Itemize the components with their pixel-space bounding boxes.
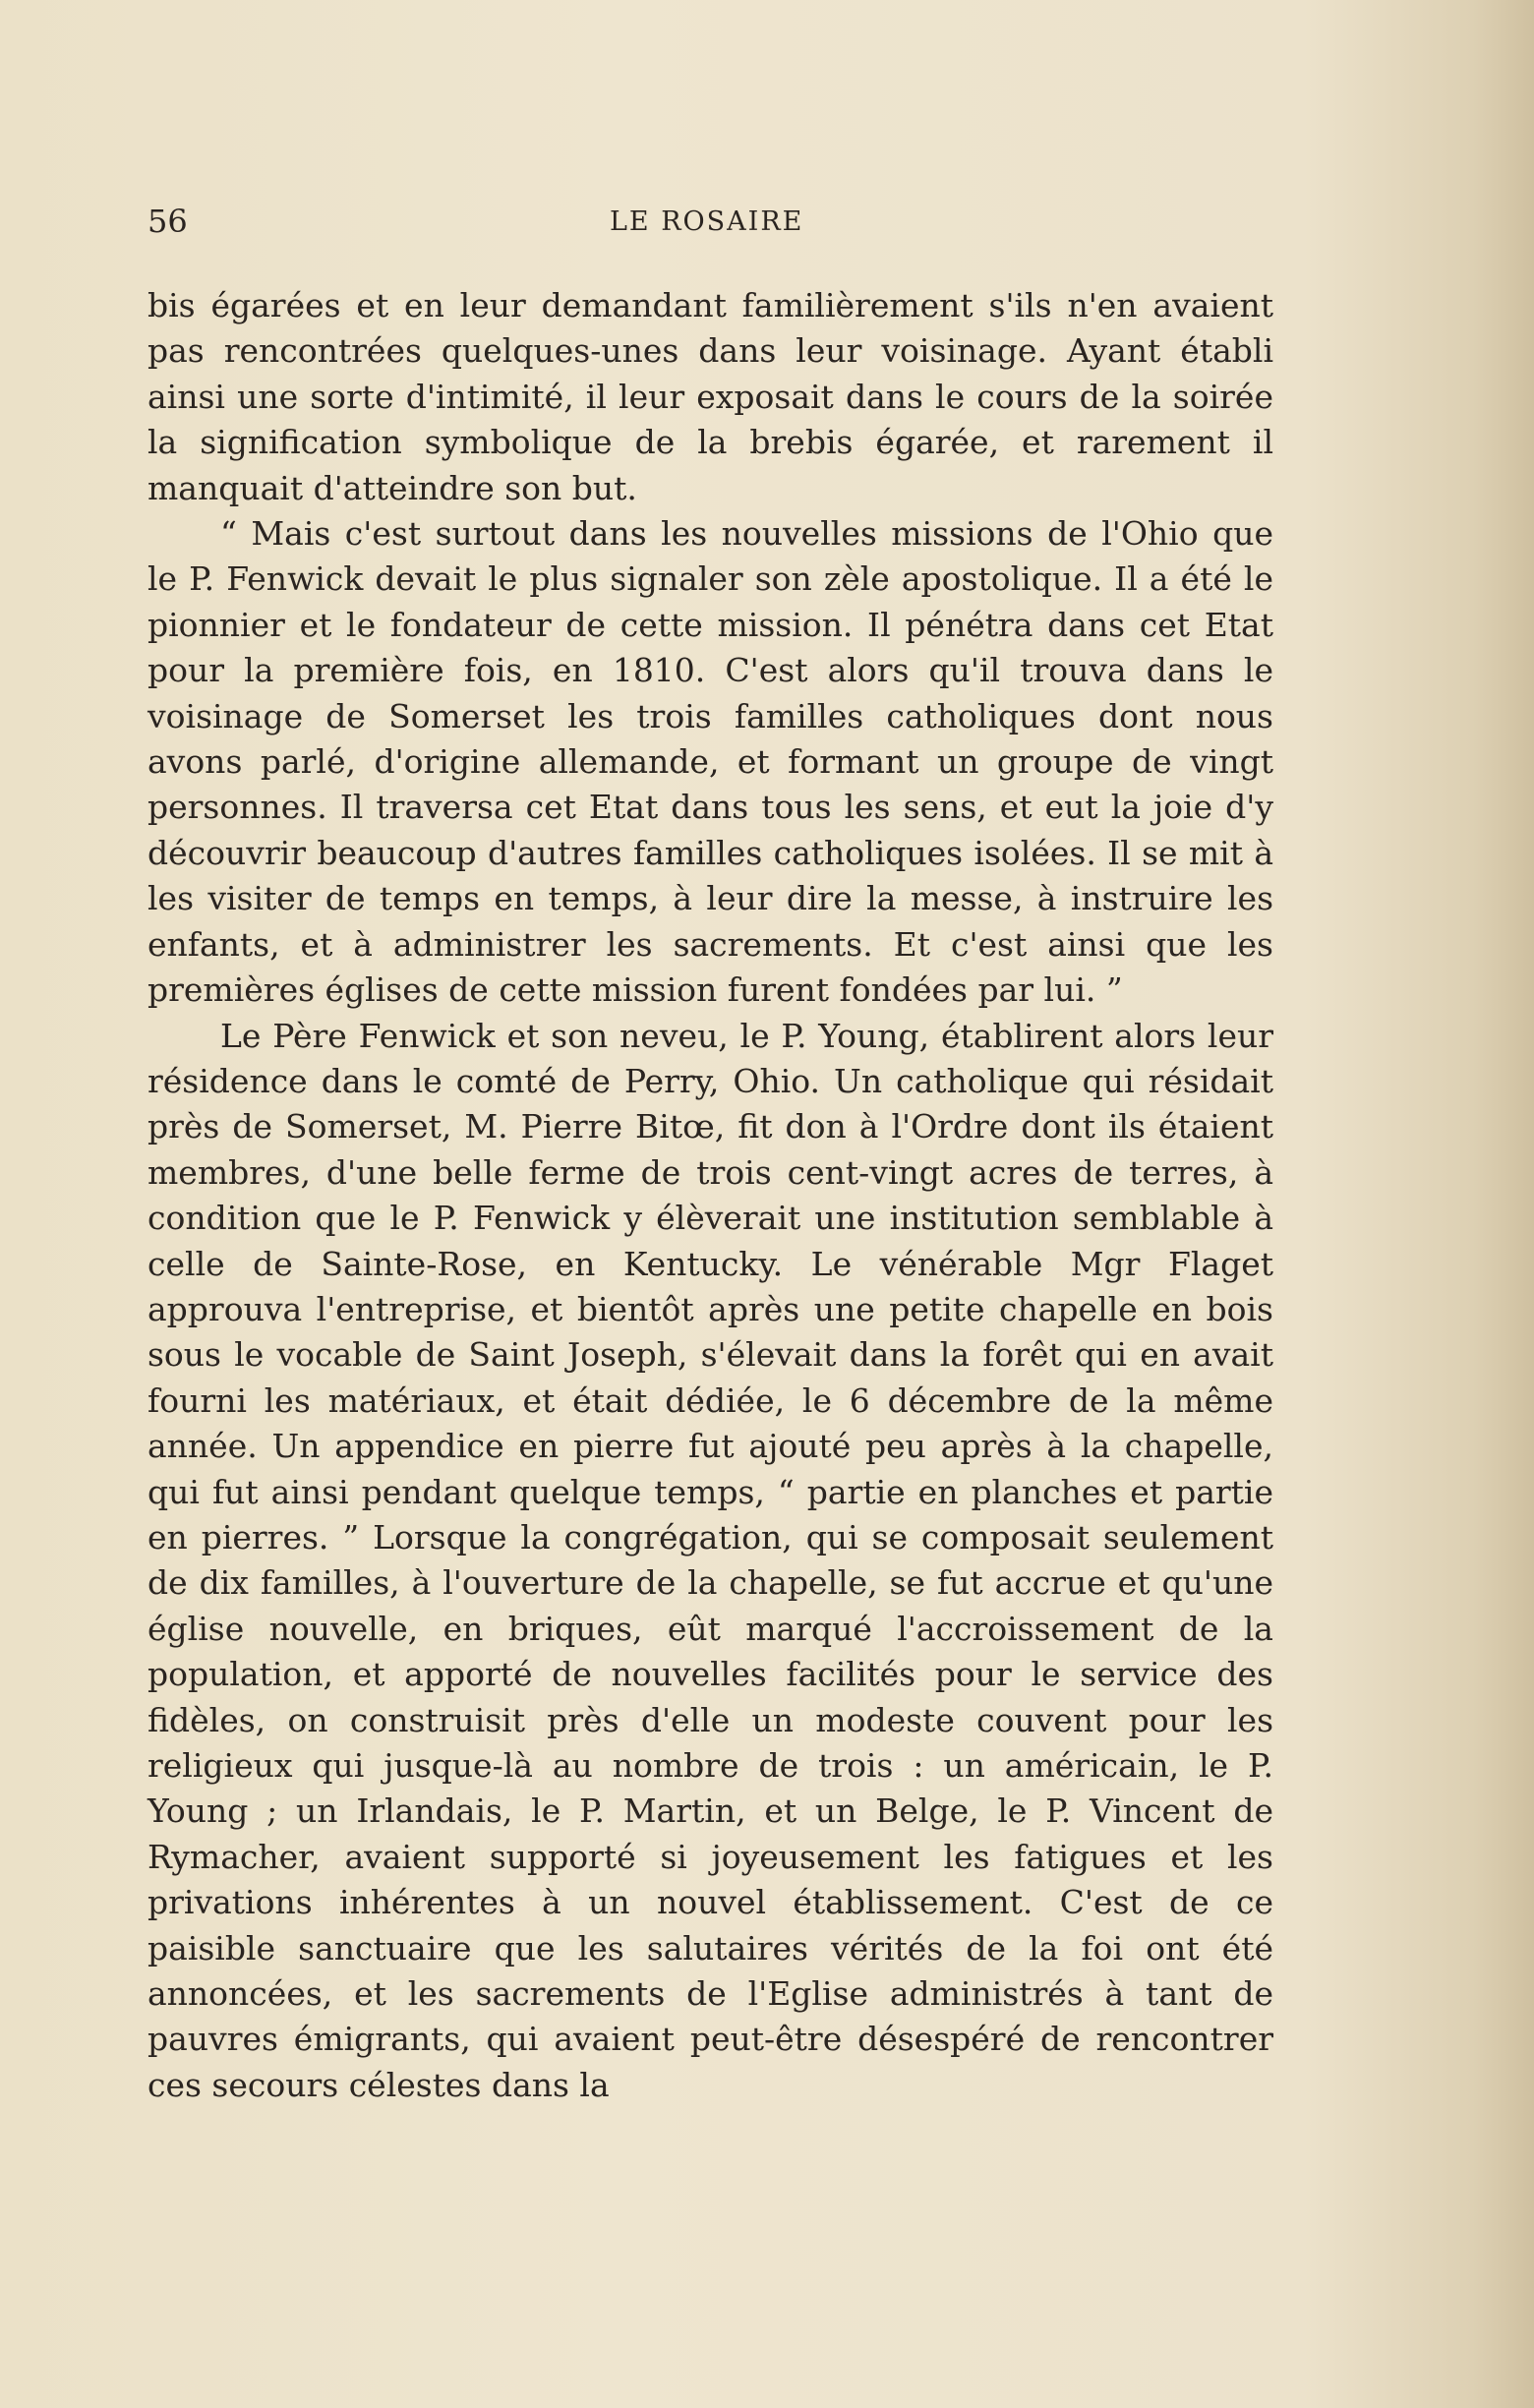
paragraph-quotation: “ Mais c'est surtout dans les nouvelles missions de l'Ohio que le P. Fenwick devait le plus signaler son zèle apostolique. Il a été le pionnier et le fondateur de cette mission. Il pénétra dans cet Etat pour la première fois, en 1810. C'est alors qu'il trouva dans le voisinage de Somerset les trois familles catholiques dont nous avons parlé, d'origine allemande, et formant un groupe de vingt personnes. Il traversa cet Etat dans tous les sens, et eut la joie d'y découvrir beaucoup d'autres familles catholiques isolées. Il se mit à les visiter de temps en temps, à leur dire la messe, à instruire les enfants, et à administrer les sacrements. Et c'est ainsi que les premières églises de cette mission furent fondées par lui. ” xyxy=(148,514,1273,1010)
body-text xyxy=(148,283,1273,2108)
running-title: LE ROSAIRE xyxy=(610,206,804,237)
paragraph-continued: bis égarées et en leur demandant familièrement s'ils n'en avaient pas rencontrées quelques-unes dans leur voisinage. Ayant établi ainsi une sorte d'intimité, il leur exposait dans le cours de la soirée la signification symbolique de la brebis égarée, et rarement il manquait d'atteindre son but. xyxy=(148,286,1273,507)
page-number: 56 xyxy=(148,203,188,240)
page-header xyxy=(148,203,1288,242)
paragraph-fenwick-young: Le Père Fenwick et son neveu, le P. Young, établirent alors leur résidence dans le comté de Perry, Ohio. Un catholique qui résidait près de Somerset, M. Pierre Bitœ, fit don à l'Ordre dont ils étaient membres, d'une belle ferme de trois cent-vingt acres de terres, à condition que le P. Fenwick y élèverait une institution semblable à celle de Sainte-Rose, en Kentucky. Le vénérable Mgr Flaget approuva l'entreprise, et bientôt après une petite chapelle en bois sous le vocable de Saint Joseph, s'élevait dans la forêt qui en avait fourni les matériaux, et était dédiée, le 6 décembre de la même année. Un appendice en pierre fut ajouté peu après à la chapelle, qui fut ainsi pendant quelque temps, “ partie en planches et partie en pierres. ” Lorsque la congrégation, qui se composait seulement de dix familles, à l'ouverture de la chapelle, se fut accrue et qu'une église nouvelle, en briques, eût marqué l'accroissement de la population, et apporté de nouvelles facilités pour le service des fidèles, on construisit près d'elle un modeste couvent pour les religieux qui jusque-là au nombre de trois : un américain, le P. Young ; un Irlandais, le P. Martin, et un Belge, le P. Vincent de Rymacher, avaient supporté si joyeusement les fatigues et les privations inhérentes à un nouvel établissement. C'est de ce paisible sanctuaire que les salutaires vérités de la foi ont été annoncées, et les sacrements de l'Eglise administrés à tant de pauvres émigrants, qui avaient peut-être désespéré de rencontrer ces secours célestes dans la xyxy=(148,1016,1273,2104)
